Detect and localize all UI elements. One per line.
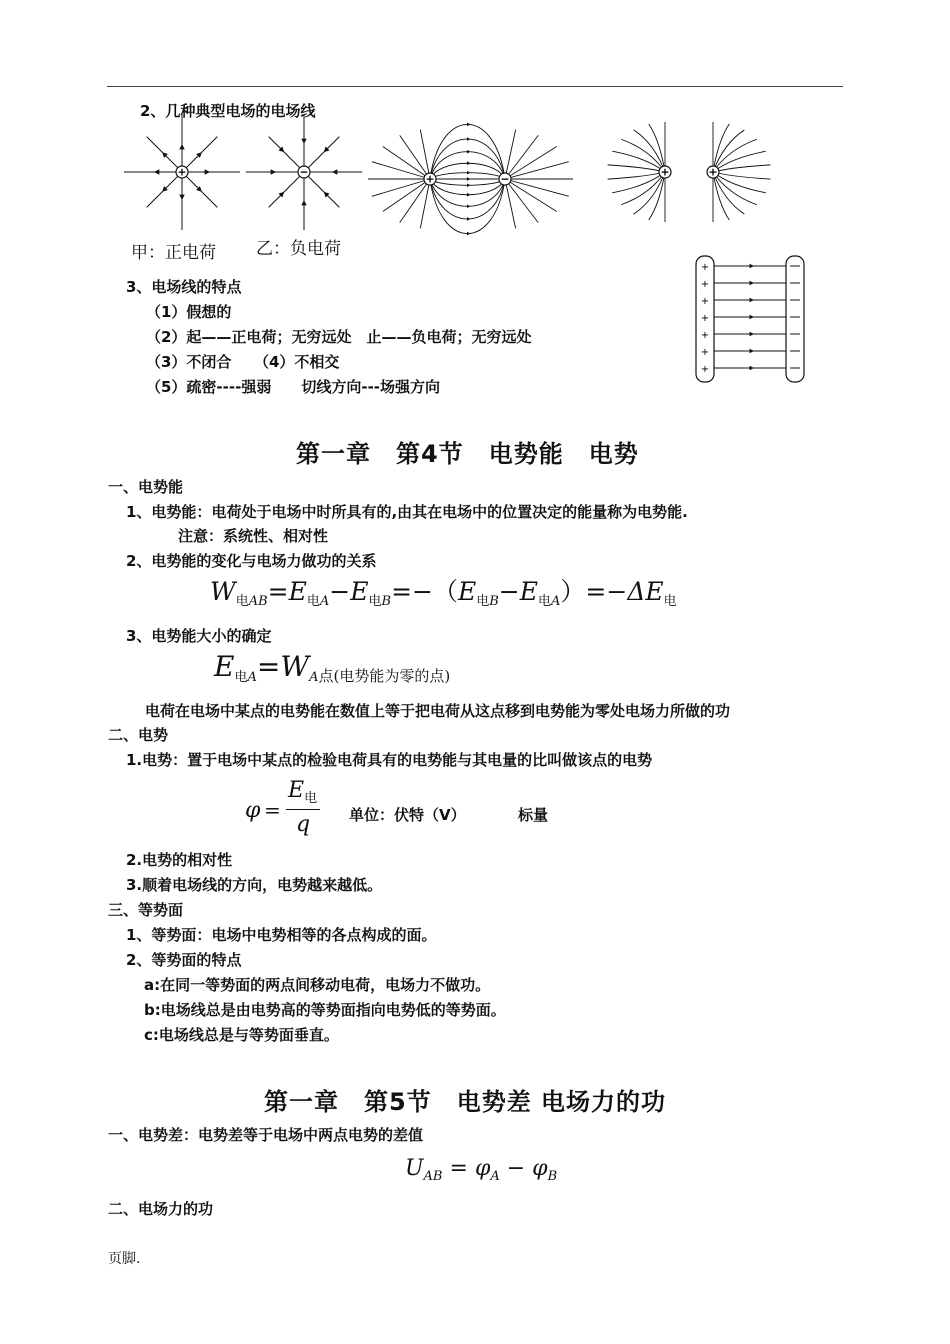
- fraction-denominator: q: [296, 812, 311, 837]
- chapter4-heading: 第一章 第4节 电势能 电势: [296, 440, 639, 468]
- formula-subscript: 电: [663, 594, 677, 609]
- chapter5-heading: 第一章 第5节 电势差 电场力的功: [264, 1088, 667, 1116]
- formula-symbol: E: [350, 577, 369, 606]
- field-arrow: [750, 332, 754, 337]
- formula-symbol: ΔE: [627, 577, 664, 606]
- caption-positive-charge: 甲：正电荷: [131, 243, 216, 263]
- charge-symbol: +: [708, 165, 718, 179]
- field-arrow: [179, 144, 184, 149]
- formula-operator: −: [329, 577, 351, 606]
- field-arrow: [205, 169, 210, 174]
- field-arrow: [750, 349, 754, 354]
- formula-operator: =−（: [391, 577, 458, 606]
- formula-subscript: A: [490, 1169, 500, 1184]
- formula-operator: =: [267, 577, 289, 606]
- plus-sign: +: [700, 262, 710, 273]
- parallel-plates-field-diagram: [690, 252, 810, 388]
- section3-title: 3、电场线的特点: [126, 278, 242, 296]
- formula-subscript: A: [247, 670, 257, 685]
- formula-symbol: U: [405, 1156, 424, 1181]
- plus-sign: +: [700, 364, 710, 375]
- formula-operator: −: [506, 1156, 526, 1181]
- field-arrow: [750, 315, 754, 320]
- feature-item-3: （3）不闭合 （4）不相交: [146, 353, 340, 371]
- field-arrow: [271, 169, 276, 174]
- negative-plate: [786, 256, 804, 382]
- like-charges-field-diagram: [610, 122, 770, 226]
- ch4-part1-item3: 3、电势能大小的确定: [126, 627, 272, 645]
- field-arrow: [154, 169, 159, 174]
- field-arrow: [467, 123, 471, 127]
- field-arrow: [750, 298, 754, 303]
- field-line: [304, 172, 339, 207]
- formula-subscript: 电: [306, 594, 320, 609]
- ch4-part3-item2: 2、等势面的特点: [126, 951, 242, 969]
- header-rule: [107, 86, 843, 87]
- formula-subscript: B: [381, 594, 392, 609]
- plus-sign: +: [700, 313, 710, 324]
- formula-operator: ）=−: [560, 577, 628, 606]
- feature-item-4: （5）疏密----强弱 切线方向---场强方向: [146, 378, 441, 396]
- potential-energy-formula: [214, 650, 450, 686]
- ch4-part1-item1: 1、电势能：电荷处于电场中时所具有的,由其在电场中的位置决定的能量称为电势能.: [126, 503, 688, 521]
- formula-subscript: 电: [368, 594, 382, 609]
- field-line: [505, 162, 569, 179]
- fraction-bar: [286, 809, 320, 810]
- field-arrow: [467, 161, 471, 165]
- charge-symbol: −: [500, 172, 510, 186]
- formula-subscript: B: [547, 1169, 558, 1184]
- field-line: [383, 179, 430, 211]
- section2-title: 2、几种典型电场的电场线: [140, 102, 316, 120]
- charge-symbol: −: [299, 165, 309, 179]
- field-arrow: [467, 177, 471, 181]
- field-arrow: [301, 139, 306, 144]
- charge-symbol: +: [660, 165, 670, 179]
- ch4-part3-item1: 1、等势面：电场中电势相等的各点构成的面。: [126, 926, 437, 944]
- ch4-part3-a: a:在同一等势面的两点间移动电荷，电场力不做功。: [144, 976, 491, 994]
- ch4-part1-explain: 电荷在电场中某点的电势能在数值上等于把电荷从这点移到电势能为零处电场力所做的功: [145, 702, 731, 720]
- ch4-part3-c: c:电场线总是与等势面垂直。: [144, 1026, 339, 1044]
- ch4-part2-title: 二、电势: [108, 726, 169, 744]
- field-arrow: [301, 200, 306, 205]
- formula-symbol: E: [288, 577, 307, 606]
- field-line: [430, 179, 505, 195]
- field-arrow: [467, 193, 471, 197]
- caption-negative-charge: 乙：负电荷: [256, 239, 341, 259]
- field-arrow: [467, 204, 471, 208]
- dipole-field-diagram: [370, 124, 580, 234]
- field-line: [505, 147, 557, 179]
- formula-subscript: 电: [476, 594, 490, 609]
- field-arrow: [467, 183, 471, 187]
- formula-subscript: 电: [538, 594, 552, 609]
- field-line: [505, 179, 557, 211]
- field-arrow: [467, 150, 471, 154]
- plus-sign: +: [700, 296, 710, 307]
- field-line: [372, 162, 430, 179]
- ch4-part1-title: 一、电势能: [108, 478, 184, 496]
- work-energy-formula: [210, 572, 677, 609]
- field-line: [649, 172, 665, 220]
- formula-symbol: W: [280, 650, 310, 683]
- ch4-part2-item1: 1.电势：置于电场中某点的检验电荷具有的电势能与其电量的比叫做该点的电势: [126, 751, 653, 769]
- potential-difference-formula: [405, 1156, 557, 1184]
- ch4-part1-note: 注意：系统性、相对性: [178, 527, 329, 545]
- formula-subscript: A: [319, 594, 330, 609]
- potential-scalar: 标量: [518, 806, 549, 824]
- field-arrow: [467, 137, 471, 141]
- field-arrow: [179, 195, 184, 200]
- formula-subscript: A: [551, 594, 561, 609]
- formula-symbol: φ: [532, 1156, 548, 1181]
- negative-charge-field-diagram: [244, 122, 362, 222]
- field-line: [304, 137, 339, 172]
- formula-subscript: 电: [234, 670, 248, 685]
- feature-item-1: （1）假想的: [146, 303, 232, 321]
- ch4-part3-b: b:电场线总是由电势高的等势面指向电势低的等势面。: [144, 1001, 506, 1019]
- ch5-part2: 二、电场力的功: [108, 1200, 214, 1218]
- formula-symbol: E: [214, 650, 235, 683]
- ch4-part2-item2: 2.电势的相对性: [126, 851, 233, 869]
- field-arrow: [750, 264, 754, 269]
- charge-symbol: +: [177, 165, 187, 179]
- formula-symbol: φ: [245, 798, 261, 823]
- ch4-part3-title: 三、等势面: [108, 901, 184, 919]
- formula-symbol: E: [288, 778, 305, 803]
- ch4-part1-item2: 2、电势能的变化与电场力做功的关系: [126, 552, 377, 570]
- plus-sign: +: [700, 330, 710, 341]
- potential-unit: 单位：伏特（V）: [349, 806, 466, 824]
- field-arrow: [467, 217, 471, 221]
- field-line: [430, 163, 505, 179]
- formula-operator: −: [498, 577, 520, 606]
- plus-sign: +: [700, 347, 710, 358]
- formula-symbol: E: [457, 577, 477, 606]
- page-footer: 页脚.: [108, 1251, 141, 1267]
- feature-item-2: （2）起——正电荷；无穷远处 止——负电荷；无穷远处: [146, 328, 532, 346]
- positive-charge-field-diagram: [122, 122, 242, 222]
- field-line: [372, 179, 430, 196]
- ch5-part1: 一、电势差：电势差等于电场中两点电势的差值: [108, 1126, 424, 1144]
- field-arrow: [467, 232, 471, 236]
- charge-symbol: +: [425, 172, 435, 186]
- formula-operator: =: [256, 650, 281, 683]
- formula-symbol: E: [519, 577, 538, 606]
- formula-subscript: 电: [235, 594, 249, 609]
- formula-subscript: AB: [423, 1169, 443, 1184]
- formula-symbol: W: [210, 577, 236, 606]
- field-line: [505, 179, 569, 196]
- formula-symbol: φ: [474, 1156, 491, 1181]
- field-line: [713, 172, 729, 220]
- fraction-numerator: [288, 778, 317, 806]
- formula-subscript: B: [489, 594, 499, 609]
- formula-operator: =: [449, 1156, 468, 1181]
- field-arrow: [332, 169, 337, 174]
- formula-operator: =: [264, 798, 281, 822]
- ch4-part2-item3: 3.顺着电场线的方向，电势越来越低。: [126, 876, 383, 894]
- formula-subscript: 电: [304, 791, 318, 806]
- field-arrow: [467, 171, 471, 175]
- formula-subscript: 点(电势能为零的点): [318, 667, 451, 685]
- field-line: [383, 147, 430, 179]
- field-arrow: [750, 366, 754, 371]
- plus-sign: +: [700, 279, 710, 290]
- formula-subscript: A: [309, 670, 319, 685]
- field-arrow: [750, 281, 754, 286]
- formula-subscript: AB: [248, 594, 268, 609]
